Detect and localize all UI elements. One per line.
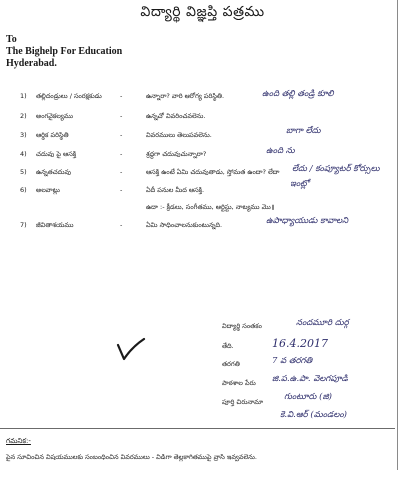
row-label: చదువు పై ఆసక్తి — [36, 150, 77, 158]
detail-label: పూర్తి చిరునామా — [222, 398, 264, 406]
note-title: గమనిక:- — [6, 437, 31, 445]
form-title: విద్యార్థి విజ్ఞప్తి పత్రము — [140, 4, 265, 20]
row-question: ఉన్నచో వివరించవలెను. — [146, 112, 206, 120]
row-question: ఉన్నారా? వారి ఆరోగ్య పరిస్థితి. — [146, 92, 225, 100]
address-org: The Bighelp For Education — [6, 46, 123, 57]
row-answer: ఉంది ను — [266, 146, 295, 156]
row-label: జీవితాశయము — [36, 221, 74, 229]
detail-value: 16.4.2017 — [272, 337, 328, 350]
row-answer: బాగా లేదు — [286, 126, 321, 136]
row-label: ఆర్థిక పరిస్థితి — [36, 131, 69, 139]
address-city: Hyderabad. — [6, 58, 57, 69]
row-answer: లేదు / కంప్యూటర్ కోర్సులు — [292, 164, 380, 174]
address-to: To — [6, 34, 17, 45]
row-dash: - — [120, 150, 123, 158]
form-row — [0, 126, 405, 145]
form-row — [0, 89, 405, 106]
row-question-example: ఉదా :- క్రీడలు, సంగీతము, ఆర్టిస్టు, నాట్యము మొ॥ — [146, 203, 275, 211]
row-label: ఉన్నతచదువు — [36, 168, 72, 176]
row-number: 3) — [20, 131, 27, 139]
detail-value: 7 వ తరగతి — [272, 356, 313, 366]
form-row — [0, 112, 405, 126]
row-question: ఏదీ పనుల మీద ఆసక్తి. — [146, 186, 205, 194]
row-dash: - — [120, 92, 123, 100]
row-question: వివరములు తెలుపవలెను. — [146, 131, 212, 139]
form-row — [0, 186, 405, 200]
detail-label: విద్యార్థి సంతకం — [222, 322, 262, 330]
row-question: శ్రద్ధగా చదువుచున్నారా? — [146, 150, 207, 158]
row-question: ఏమి సాధించాలనుకుంటున్నది. — [146, 221, 223, 229]
form-row — [0, 216, 405, 235]
form-row-example — [0, 203, 405, 217]
detail-value: జి.ప.ఉ.పా. వెలగపూడి — [272, 374, 348, 384]
detail-label: తరగతి — [222, 360, 240, 368]
row-number: 4) — [20, 150, 27, 158]
row-label: అంగవైకల్యము — [36, 112, 74, 120]
row-number: 2) — [20, 112, 27, 120]
detail-label: తేది. — [222, 342, 234, 350]
row-question: ఆసక్తి ఉంటే ఏమి చదువుతాడు, స్తోమత ఉందా? లేదా — [146, 168, 280, 176]
check-mark-icon — [112, 335, 148, 365]
row-answer: ఉంది తల్లి తండ్రి కూలి — [262, 89, 334, 99]
row-dash: - — [120, 112, 123, 120]
row-dash: - — [120, 168, 123, 176]
row-dash: - — [120, 131, 123, 139]
right-edge-line — [397, 0, 398, 470]
row-answer-2: ఇంట్లో — [290, 179, 309, 189]
row-label: తల్లిదండ్రులు / సంరక్షకుడు — [36, 92, 102, 100]
row-dash: - — [120, 221, 123, 229]
row-dash: - — [120, 186, 123, 194]
row-number: 6) — [20, 186, 27, 194]
row-number: 1) — [20, 92, 27, 100]
detail-value-2: కె.వి.ఆర్ (మండలం) — [280, 410, 347, 420]
detail-value: నందమూరి దుర్గ — [296, 318, 349, 328]
form-row — [0, 164, 405, 189]
footer-separator — [0, 428, 395, 429]
row-number: 5) — [20, 168, 27, 176]
form-row — [0, 146, 405, 164]
row-label: అలవాట్లు — [36, 186, 60, 194]
detail-value: గుంటూరు (జి) — [284, 392, 332, 402]
note-text: పైన సూచించిన విషయములకు సంబంధించిన వివరములు - విడిగా తెల్లకాగితముపై వ్రాసి ఇవ్వవలెను. — [6, 453, 257, 461]
row-answer: ఉపాధ్యాయుడు కావాలని — [266, 216, 349, 226]
detail-label: పాఠశాల పేరు — [222, 379, 256, 387]
row-number: 7) — [20, 221, 27, 229]
